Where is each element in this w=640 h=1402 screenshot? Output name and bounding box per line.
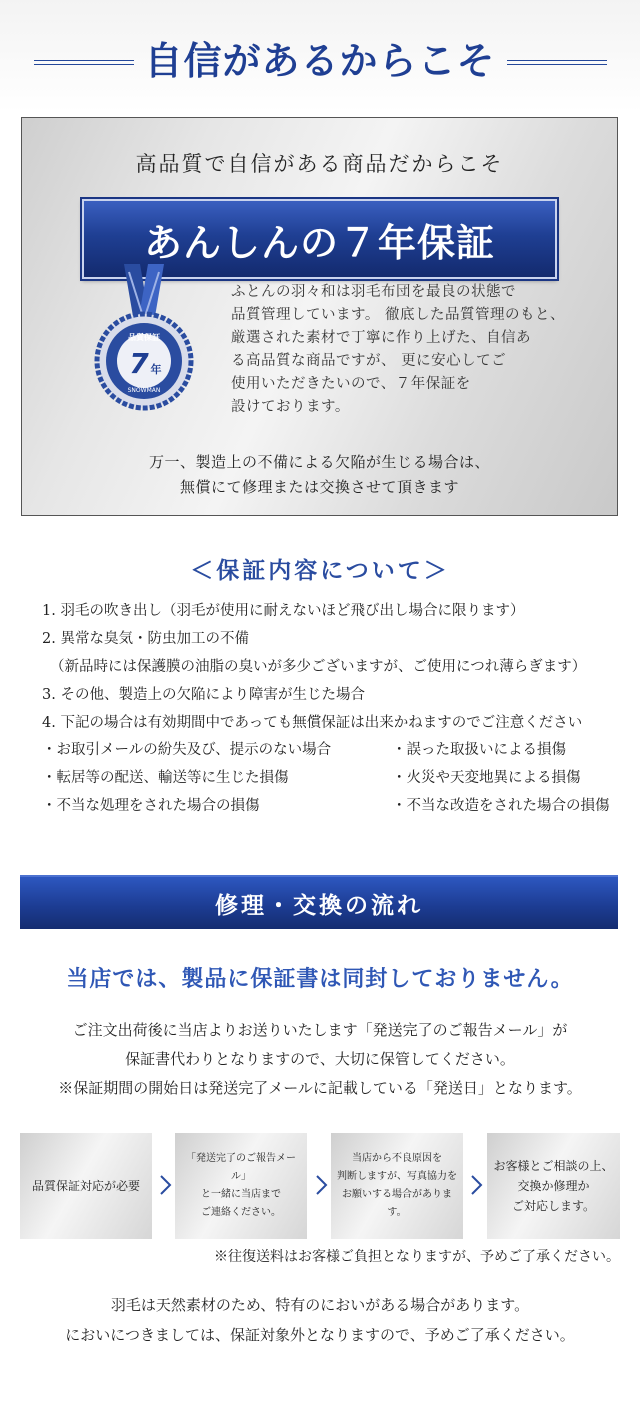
exclusion-item: ・お取引メールの紛失及び、提示のない場合: [42, 742, 332, 758]
description-line: 品質管理しています。 徹底した品質管理のもと、: [231, 307, 565, 323]
flow-step: [175, 1133, 307, 1239]
flow-header-bar: [20, 875, 618, 929]
exclusion-item: ・火災や天変地異による損傷: [392, 770, 581, 786]
chevron-right-icon: [468, 1173, 484, 1197]
list-item: 1. 羽毛の吹き出し（羽毛が使用に耐えないほど飛び出し場合に限ります）: [42, 603, 525, 619]
flow-step: [20, 1133, 152, 1239]
list-item: 2. 異常な臭気・防虫加工の不備: [42, 631, 249, 647]
closing-line: においにつきましては、保証対象外となりますので、予めご了承ください。: [65, 1326, 575, 1344]
terms-list: [42, 599, 632, 739]
flow-step: [487, 1133, 620, 1239]
medal-icon: [94, 264, 194, 414]
chevron-right-icon: [313, 1173, 329, 1197]
heading-rule-right: [507, 60, 607, 65]
flow-steps: [20, 1133, 620, 1239]
flow-step-label: 当店から不良原因を 判断しますが、写真協力を お願いする場合があります。: [337, 1153, 457, 1218]
flow-step-label: 「発送完了のご報告メール」 と一緒に当店まで ご連絡ください。: [186, 1153, 296, 1218]
medal-unit: 年: [150, 363, 162, 376]
guarantee-lead: 高品質で自信がある商品だからこそ: [135, 152, 504, 176]
flow-step-label: 品質保証対応が必要: [31, 1179, 140, 1193]
exclusion-item: ・不当な改造をされた場合の損傷: [392, 798, 610, 814]
guarantee-panel: [21, 117, 618, 516]
description-line: ふとんの羽々和は羽毛布団を最良の状態で: [231, 284, 516, 300]
list-item: 3. その他、製造上の欠陥により障害が生じた場合: [42, 687, 365, 703]
notice-line: ご注文出荷後に当店よりお送りいたします「発送完了のご報告メール」が: [72, 1021, 568, 1039]
description-line: 厳選された素材で丁寧に作り上げた、自信あ: [231, 330, 531, 346]
page-title: 自信があるからこそ: [144, 38, 496, 83]
exclusion-item: ・転居等の配送、輸送等に生じた損傷: [42, 770, 289, 786]
chevron-right-icon: [157, 1173, 173, 1197]
medal-top-text: 品質保証: [128, 333, 160, 342]
contents-heading: ＜保証内容について＞: [190, 557, 450, 584]
exclusion-item: ・不当な処理をされた場合の損傷: [42, 798, 260, 814]
shipping-note: ※往復送料はお客様ご負担となりますが、予めご了承ください。: [214, 1249, 620, 1265]
closing-note: [0, 1290, 640, 1350]
footer-line: 無償にて修理または交換させて頂きます: [179, 478, 459, 496]
description-line: 設けております。: [231, 399, 350, 415]
page-header: [0, 0, 640, 112]
guarantee-description: [231, 281, 611, 419]
guarantee-footer: [22, 450, 617, 500]
notice-line: 保証書代わりとなりますので、大切に保管してください。: [125, 1050, 515, 1068]
exclusion-item: ・誤った取扱いによる損傷: [392, 742, 566, 758]
description-line: 使用いただきたいので、７年保証を: [231, 376, 471, 392]
heading-rule-left: [34, 60, 134, 65]
flow-step-label: お客様とご相談の上、 交換か修理か ご対応します。: [493, 1159, 614, 1213]
medal-number: 7: [129, 347, 149, 380]
notice-line: ※保証期間の開始日は発送完了メールに記載している「発送日」となります。: [58, 1079, 582, 1097]
flow-step: [331, 1133, 463, 1239]
warranty-notice: 当店では、製品に保証書は同封しておりません。: [66, 966, 574, 992]
guarantee-banner-text: あんしんの７年保証: [143, 220, 495, 265]
list-item-note: （新品時には保護膜の油脂の臭いが多少ございますが、ご使用につれ薄らぎます）: [50, 659, 587, 675]
flow-title: 修理・交換の流れ: [215, 891, 423, 919]
closing-line: 羽毛は天然素材のため、特有のにおいがある場合があります。: [110, 1296, 530, 1314]
notice-body: [0, 1016, 640, 1103]
list-item: 4. 下記の場合は有効期間中であっても無償保証は出来かねますのでご注意ください: [42, 715, 583, 731]
description-line: る高品質な商品ですが、 更に安心してご: [231, 353, 507, 369]
medal-bottom-text: SNOWMAN: [127, 387, 161, 394]
footer-line: 万一、製造上の不備による欠陥が生じる場合は、: [148, 453, 490, 471]
exclusions-list: [42, 736, 632, 820]
